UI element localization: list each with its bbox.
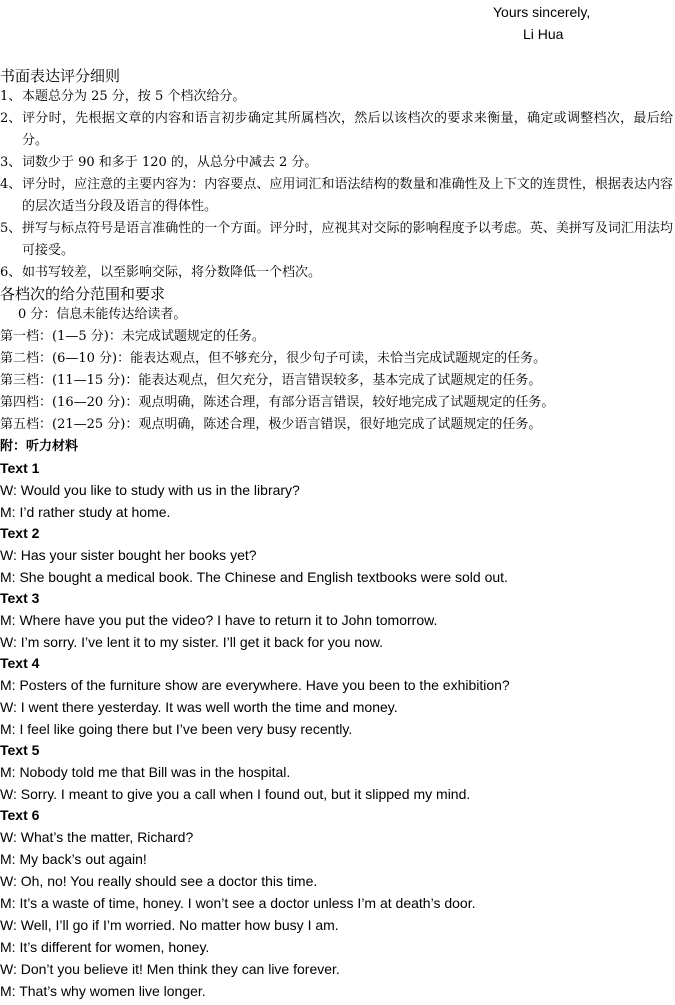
dialogue-line: M: Posters of the furniture show are everywhere. Have you been to the exhibition? xyxy=(0,677,510,693)
dialogue-line: M: I’d rather study at home. xyxy=(0,504,171,520)
listening-text-6 xyxy=(0,805,675,1002)
rule-item xyxy=(0,174,675,218)
listening-heading: 附：听力材料 xyxy=(0,439,79,454)
text-title: Text 6 xyxy=(0,807,40,823)
text-title: Text 5 xyxy=(0,742,40,758)
rule-text: 评分时，先根据文章的内容和语言初步确定其所属档次，然后以该档次的要求来衡量，确定或调整档次，最后给分。 xyxy=(22,111,673,148)
listening-text-2 xyxy=(0,523,675,588)
rule-text: 拼写与标点符号是语言准确性的一个方面。评分时，应视其对交际的影响程度予以考虑。英、美拼写及词汇用法均可接受。 xyxy=(22,221,673,258)
dialogue-line: M: Nobody told me that Bill was in the hospital. xyxy=(0,764,291,780)
text-title: Text 4 xyxy=(0,655,40,671)
dialogue-line: W: I went there yesterday. It was well worth the time and money. xyxy=(0,699,398,715)
rule-number: 2、 xyxy=(0,111,22,126)
text-title: Text 1 xyxy=(0,460,40,476)
grade-level-5: 第五档：(21—25 分)：观点明确，陈述合理，极少语言错误，很好地完成了试题规定的任务。 xyxy=(0,417,542,432)
dialogue-line: M: My back’s out again! xyxy=(0,851,147,867)
dialogue-line: M: I feel like going there but I’ve been very busy recently. xyxy=(0,721,353,737)
grade-level-3: 第三档：(11—15 分)：能表达观点，但欠充分，语言错误较多，基本完成了试题规定的任务。 xyxy=(0,373,542,388)
dialogue-line: W: Would you like to study with us in the library? xyxy=(0,482,300,498)
grade-level-2: 第二档：(6—10 分)：能表达观点，但不够充分，很少句子可读，未恰当完成试题规定的任务。 xyxy=(0,351,547,366)
document-content xyxy=(0,66,675,1002)
closing-signature: Li Hua xyxy=(523,26,564,42)
dialogue-line: W: Sorry. I meant to give you a call when I found out, but it slipped my mind. xyxy=(0,786,471,802)
grade-zero: 0 分：信息未能传达给读者。 xyxy=(18,307,187,322)
rule-number: 4、 xyxy=(0,177,22,192)
grade-levels-heading: 各档次的给分范围和要求 xyxy=(0,285,166,303)
closing-salutation: Yours sincerely, xyxy=(493,4,591,20)
rule-text: 本题总分为 25 分，按 5 个档次给分。 xyxy=(22,89,246,104)
dialogue-line: W: Has your sister bought her books yet? xyxy=(0,547,257,563)
rule-item xyxy=(0,152,675,174)
rule-number: 6、 xyxy=(0,265,22,280)
dialogue-line: W: What’s the matter, Richard? xyxy=(0,829,194,845)
rule-item xyxy=(0,262,675,284)
grade-level-4: 第四档：(16—20 分)：观点明确，陈述合理，有部分语言错误，较好地完成了试题规定的任务。 xyxy=(0,395,555,410)
rule-text: 词数少于 90 和多于 120 的，从总分中减去 2 分。 xyxy=(22,155,318,170)
listening-text-1 xyxy=(0,458,675,523)
rule-number: 3、 xyxy=(0,155,22,170)
listening-text-4 xyxy=(0,653,675,740)
rule-number: 5、 xyxy=(0,221,22,236)
scoring-rules-list xyxy=(0,86,675,284)
scoring-rules-heading: 书面表达评分细则 xyxy=(0,67,121,85)
dialogue-line: M: It’s a waste of time, honey. I won’t see a doctor unless I’m at death’s door. xyxy=(0,895,476,911)
rule-number: 1、 xyxy=(0,89,22,104)
rule-item xyxy=(0,86,675,108)
dialogue-line: M: She bought a medical book. The Chinese and English textbooks were sold out. xyxy=(0,569,508,585)
rule-text: 评分时，应注意的主要内容为：内容要点、应用词汇和语法结构的数量和准确性及上下文的连贯性，根据表达内容的层次适当分段及语言的得体性。 xyxy=(22,177,673,214)
dialogue-line: M: That’s why women live longer. xyxy=(0,983,206,999)
dialogue-line: W: I’m sorry. I’ve lent it to my sister. I’ll get it back for you now. xyxy=(0,634,384,650)
rule-item xyxy=(0,108,675,152)
listening-text-5 xyxy=(0,740,675,805)
grade-level-1: 第一档：(1—5 分)：未完成试题规定的任务。 xyxy=(0,329,265,344)
text-title: Text 2 xyxy=(0,525,40,541)
rule-text: 如书写较差，以至影响交际，将分数降低一个档次。 xyxy=(22,265,322,280)
listening-text-3 xyxy=(0,588,675,653)
dialogue-line: M: It’s different for women, honey. xyxy=(0,939,210,955)
dialogue-line: W: Well, I’ll go if I’m worried. No matter how busy I am. xyxy=(0,917,339,933)
dialogue-line: W: Don’t you believe it! Men think they can live forever. xyxy=(0,961,340,977)
dialogue-line: M: Where have you put the video? I have to return it to John tomorrow. xyxy=(0,612,438,628)
text-title: Text 3 xyxy=(0,590,40,606)
rule-item xyxy=(0,218,675,262)
dialogue-line: W: Oh, no! You really should see a doctor this time. xyxy=(0,873,318,889)
